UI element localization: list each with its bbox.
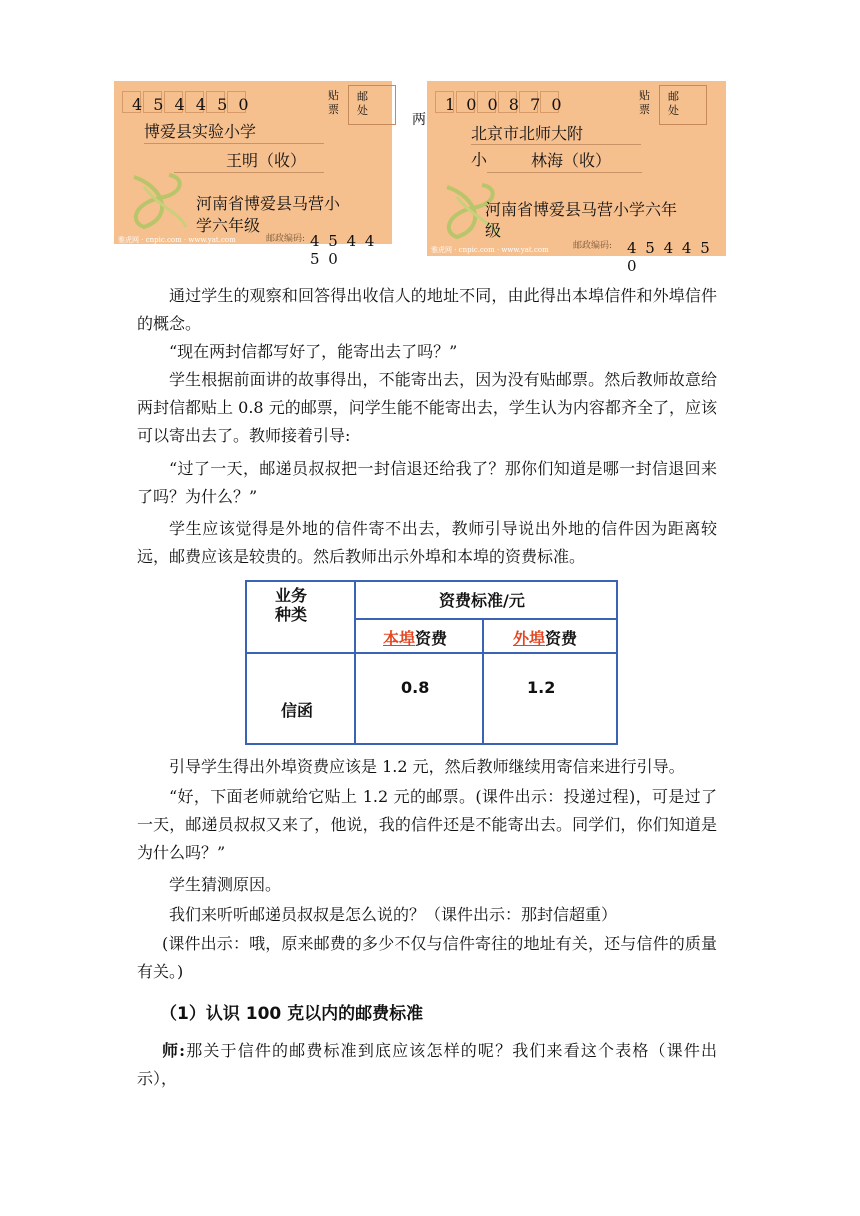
text-fragment: 两 (412, 112, 426, 128)
recipient-address-cont: 小 (471, 150, 488, 169)
sender-postcode: 4 5 4 4 5 0 (627, 239, 712, 275)
stamp-label: 贴 票 (328, 89, 339, 116)
paragraph: 我们来听听邮递员叔叔是怎么说的？（课件出示：那封信超重） (169, 905, 618, 924)
envelope-local (114, 81, 392, 268)
paragraph: “好，下面老师就给它贴上 1.2 元的邮票。(课件出示：投递过程)，可是过了一天，邮递员叔叔又来了，他说，我的信件还是不能寄出去。同学们，你们知道是为什么吗？” (137, 787, 717, 862)
sender-address-2: 级 (485, 221, 502, 240)
recipient-zip: 1 0 0 8 7 0 (445, 95, 565, 114)
sender-address-1: 河南省博爱县马营小 (196, 194, 341, 213)
section-heading: （1）认识 100 克以内的邮费标准 (160, 1004, 424, 1024)
postcode-label: 邮政编码: (266, 234, 306, 244)
stamp-box: 邮 处 (348, 85, 396, 125)
recipient-address: 北京市北师大附 (471, 124, 584, 143)
col-header-type: 业务 种类 (275, 586, 308, 624)
stamp-label: 贴 票 (639, 89, 650, 116)
paragraph: (课件出示：哦，原来邮费的多少不仅与信件寄往的地址有关，还与信件的质量有关。) (137, 934, 717, 981)
fee-table (245, 580, 618, 745)
envelope-brand: 雅虎网 · cnpic.com · www.yat.com (118, 236, 236, 244)
col-header-remote: 外埠资费 (513, 629, 578, 648)
paragraph: “过了一天，邮递员叔叔把一封信退还给我了？那你们知道是哪一封信退回来了吗？为什么？” (137, 459, 717, 506)
paragraph: “现在两封信都写好了，能寄出去了吗？” (169, 342, 458, 361)
paragraph: 通过学生的观察和回答得出收信人的地址不同，由此得出本埠信件和外埠信件的概念。 (137, 286, 717, 333)
recipient-name: 林海（收） (531, 151, 612, 170)
postcode-label: 邮政编码: (573, 241, 613, 251)
col-header-local: 本埠资费 (383, 629, 448, 648)
envelope-remote (427, 81, 726, 275)
paragraph: 引导学生得出外埠资费应该是 1.2 元，然后教师继续用寄信来进行引导。 (169, 757, 685, 776)
paragraph: 学生应该觉得是外地的信件寄不出去，教师引导说出外地的信件因为距离较远，邮费应该是较贵的。然后教师出示外埠和本埠的资费标准。 (137, 519, 717, 566)
row-label: 信函 (281, 701, 314, 720)
local-fee-value: 0.8 (401, 678, 430, 697)
paragraph: 学生猜测原因。 (169, 875, 282, 894)
sender-postcode: 4 5 4 4 5 0 (310, 232, 377, 268)
remote-fee-value: 1.2 (527, 678, 556, 697)
envelope-brand: 雅虎网 · cnpic.com · www.yat.com (431, 246, 549, 254)
recipient-address: 博爱县实验小学 (144, 122, 257, 141)
envelope-logo-icon (124, 167, 194, 235)
stamp-box: 邮 处 (659, 85, 707, 125)
paragraph: 学生根据前面讲的故事得出，不能寄出去，因为没有贴邮票。然后教师故意给两封信都贴上 0.8 元的邮票，问学生能不能寄出去，学生认为内容都齐全了，应该可以寄出去了。教师接着引导: (137, 370, 717, 445)
sender-address-2: 学六年级 (196, 216, 261, 235)
recipient-zip: 4 5 4 4 5 0 (132, 95, 252, 114)
recipient-name: 王明（收） (226, 151, 307, 170)
paragraph: 师:那关于信件的邮费标准到底应该怎样的呢？我们来看这个表格（课件出示）， (137, 1041, 717, 1088)
sender-address-1: 河南省博爱县马营小学六年 (485, 200, 678, 219)
col-header-fee: 资费标准/元 (439, 591, 525, 610)
